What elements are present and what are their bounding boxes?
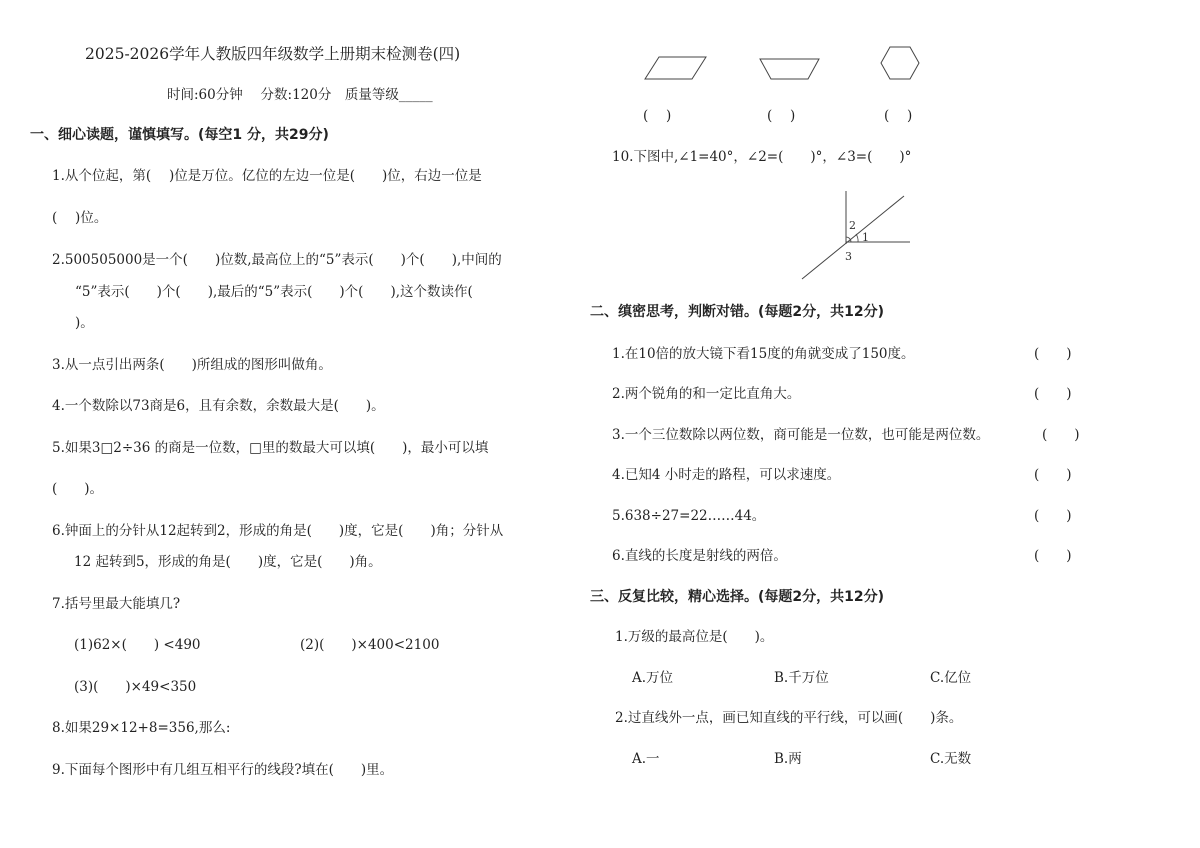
exam-title: 2025-2026学年人教版四年级数学上册期末检测卷(四) [85,45,461,63]
trapezoid-icon [760,58,820,80]
judge-item-5: 5.638÷27=22……44。 [612,508,766,524]
judge-blank-6[interactable]: ( ) [1034,548,1072,564]
judge-item-3: 3.一个三位数除以两位数，商可能是一位数，也可能是两位数。 [612,427,990,443]
judge-item-2: 2.两个锐角的和一定比直角大。 [612,386,801,402]
choice-q2-option-b[interactable]: B.两 [774,751,802,767]
judge-blank-1[interactable]: ( ) [1034,346,1072,362]
judge-blank-5[interactable]: ( ) [1034,508,1072,524]
choice-q2: 2.过直线外一点，画已知直线的平行线，可以画( )条。 [615,710,963,726]
angle-label-2: 2 [849,219,856,232]
choice-q1-option-a[interactable]: A.万位 [632,670,674,686]
choice-q1-option-b[interactable]: B.千万位 [774,670,829,686]
angle-label-1: 1 [862,231,869,244]
q7-part1: (1)62×( ) <490 [74,637,201,653]
q6-line2: 12 起转到5，形成的角是( )度，它是( )角。 [74,554,382,570]
q6-line1: 6.钟面上的分针从12起转到2，形成的角是( )度，它是( )角；分针从 [52,523,504,539]
q7: 7.括号里最大能填几? [52,596,181,612]
q7-part2: (2)( )×400<2100 [300,637,440,653]
parallelogram-icon [645,56,707,80]
q2-line2: “5”表示( )个( ),最后的“5”表示( )个( ),这个数读作( [75,284,473,300]
angle-label-3: 3 [845,250,852,263]
choice-q2-option-c[interactable]: C.无数 [930,751,972,767]
judge-item-6: 6.直线的长度是射线的两倍。 [612,548,787,564]
section3-heading: 三、反复比较，精心选择。(每题2分，共12分) [590,589,885,605]
q2-line1: 2.500505000是一个( )位数,最高位上的“5”表示( )个( ),中间的 [52,252,502,268]
hexagon-icon [880,46,920,80]
q7-part3: (3)( )×49<350 [74,679,197,695]
choice-q1-option-c[interactable]: C.亿位 [930,670,972,686]
q2-line3: )。 [75,315,94,331]
choice-q1: 1.万级的最高位是( )。 [615,629,774,645]
q1-line2: ( )位。 [52,210,108,226]
q8: 8.如果29×12+8=356,那么: [52,720,231,736]
judge-item-4: 4.已知4 小时走的路程，可以求速度。 [612,467,841,483]
q9: 9.下面每个图形中有几组互相平行的线段?填在( )里。 [52,762,394,778]
q10: 10.下图中,∠1=40°，∠2=( )°，∠3=( )° [612,149,912,165]
judge-blank-4[interactable]: ( ) [1034,467,1072,483]
q4: 4.一个数除以73商是6，且有余数，余数最大是( )。 [52,398,385,414]
exam-meta: 时间:60分钟 分数:120分 质量等级_____ [167,87,433,103]
judge-item-1: 1.在10倍的放大镜下看15度的角就变成了150度。 [612,346,915,362]
q1-line1: 1.从个位起，第( )位是万位。亿位的左边一位是( )位，右边一位是 [52,168,482,184]
q3: 3.从一点引出两条( )所组成的图形叫做角。 [52,357,332,373]
q9-blank-1[interactable]: ( ) [643,108,672,124]
angle-diagram [800,188,912,282]
section1-heading: 一、细心读题，谨慎填写。(每空1 分，共29分) [30,127,329,143]
q9-blank-3[interactable]: ( ) [884,108,913,124]
choice-q2-option-a[interactable]: A.一 [632,751,660,767]
q5-line1: 5.如果3□2÷36 的商是一位数，□里的数最大可以填( )，最小可以填 [52,440,489,456]
q9-blank-2[interactable]: ( ) [767,108,796,124]
judge-blank-3[interactable]: ( ) [1042,427,1080,443]
q5-line2: ( )。 [52,481,104,497]
judge-blank-2[interactable]: ( ) [1034,386,1072,402]
section2-heading: 二、缜密思考，判断对错。(每题2分，共12分) [590,304,885,320]
